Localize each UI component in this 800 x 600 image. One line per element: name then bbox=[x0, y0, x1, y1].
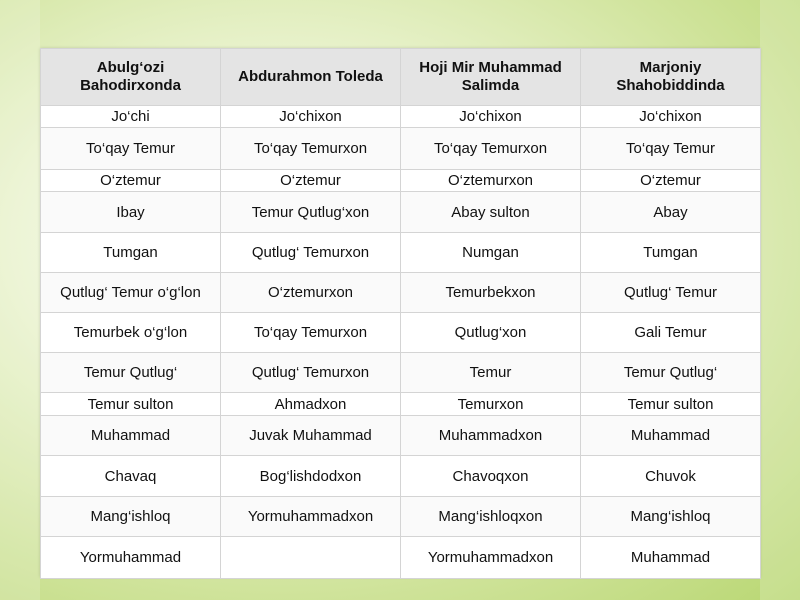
table-cell: Chavaq bbox=[41, 456, 221, 497]
table-cell: Temurxon bbox=[401, 393, 581, 416]
table-cell: Qutlug‘ Temur bbox=[581, 273, 761, 313]
table-cell: Gali Temur bbox=[581, 313, 761, 353]
table-row bbox=[41, 273, 761, 313]
table-row bbox=[41, 106, 761, 128]
table-cell: Qutlug‘ Temurxon bbox=[221, 233, 401, 273]
table-cell: To‘qay Temurxon bbox=[221, 313, 401, 353]
genealogy-comparison-table bbox=[40, 48, 761, 579]
table-cell: To‘qay Temur bbox=[41, 128, 221, 170]
table-cell: Yormuhammadxon bbox=[221, 497, 401, 537]
table-cell: O‘ztemur bbox=[581, 170, 761, 192]
table-cell: Temur Qutlug‘ bbox=[41, 353, 221, 393]
table-cell: Yormuhammad bbox=[41, 537, 221, 579]
table-cell: To‘qay Temur bbox=[581, 128, 761, 170]
table-cell: O‘ztemur bbox=[41, 170, 221, 192]
table-cell: Muhammadxon bbox=[401, 416, 581, 456]
background-stripe bbox=[760, 0, 800, 600]
table-cell: Muhammad bbox=[41, 416, 221, 456]
table-cell: Muhammad bbox=[581, 537, 761, 579]
table-cell: Chavoqxon bbox=[401, 456, 581, 497]
table-cell: Bog‘lishdodxon bbox=[221, 456, 401, 497]
table-cell: Qutlug‘ Temurxon bbox=[221, 353, 401, 393]
table-cell: Muhammad bbox=[581, 416, 761, 456]
table-cell: Numgan bbox=[401, 233, 581, 273]
table-cell: Temurbek o‘g‘lon bbox=[41, 313, 221, 353]
table-cell: Ahmadxon bbox=[221, 393, 401, 416]
table-cell: Temurbekxon bbox=[401, 273, 581, 313]
genealogy-table-container bbox=[40, 48, 760, 577]
table-row bbox=[41, 497, 761, 537]
table-cell: Temur Qutlug‘ bbox=[581, 353, 761, 393]
table-row bbox=[41, 456, 761, 497]
table-cell: Temur Qutlug‘xon bbox=[221, 192, 401, 233]
table-cell: Mang‘ishloq bbox=[41, 497, 221, 537]
column-header-abulgozi: Abulg‘ozi Bahodirxonda bbox=[41, 49, 221, 106]
table-cell: O‘ztemurxon bbox=[401, 170, 581, 192]
table-cell bbox=[221, 537, 401, 579]
table-cell: Jo‘chixon bbox=[401, 106, 581, 128]
table-cell: O‘ztemur bbox=[221, 170, 401, 192]
table-cell: Temur bbox=[401, 353, 581, 393]
table-header-row bbox=[41, 49, 761, 106]
table-row bbox=[41, 416, 761, 456]
table-row bbox=[41, 393, 761, 416]
table-cell: Qutlug‘ Temur o‘g‘lon bbox=[41, 273, 221, 313]
table-cell: Qutlug‘xon bbox=[401, 313, 581, 353]
table-row bbox=[41, 128, 761, 170]
table-cell: To‘qay Temurxon bbox=[221, 128, 401, 170]
table-cell: Mang‘ishloqxon bbox=[401, 497, 581, 537]
table-cell: Chuvok bbox=[581, 456, 761, 497]
table-cell: Temur sulton bbox=[581, 393, 761, 416]
table-row bbox=[41, 170, 761, 192]
table-cell: O‘ztemurxon bbox=[221, 273, 401, 313]
table-cell: Juvak Muhammad bbox=[221, 416, 401, 456]
table-row bbox=[41, 313, 761, 353]
table-cell: Temur sulton bbox=[41, 393, 221, 416]
table-cell: Abay bbox=[581, 192, 761, 233]
table-cell: To‘qay Temurxon bbox=[401, 128, 581, 170]
table-cell: Abay sulton bbox=[401, 192, 581, 233]
table-row bbox=[41, 353, 761, 393]
table-cell: Tumgan bbox=[581, 233, 761, 273]
table-cell: Yormuhammadxon bbox=[401, 537, 581, 579]
column-header-marjoniy: Marjoniy Shahobiddinda bbox=[581, 49, 761, 106]
table-cell: Jo‘chixon bbox=[221, 106, 401, 128]
table-cell: Mang‘ishloq bbox=[581, 497, 761, 537]
table-cell: Jo‘chi bbox=[41, 106, 221, 128]
column-header-hoji-mir: Hoji Mir Muhammad Salimda bbox=[401, 49, 581, 106]
table-row bbox=[41, 192, 761, 233]
column-header-abdurahmon: Abdurahmon Toleda bbox=[221, 49, 401, 106]
table-row bbox=[41, 233, 761, 273]
table-cell: Jo‘chixon bbox=[581, 106, 761, 128]
table-row bbox=[41, 537, 761, 579]
table-cell: Ibay bbox=[41, 192, 221, 233]
table-cell: Tumgan bbox=[41, 233, 221, 273]
background-stripe bbox=[0, 0, 40, 600]
